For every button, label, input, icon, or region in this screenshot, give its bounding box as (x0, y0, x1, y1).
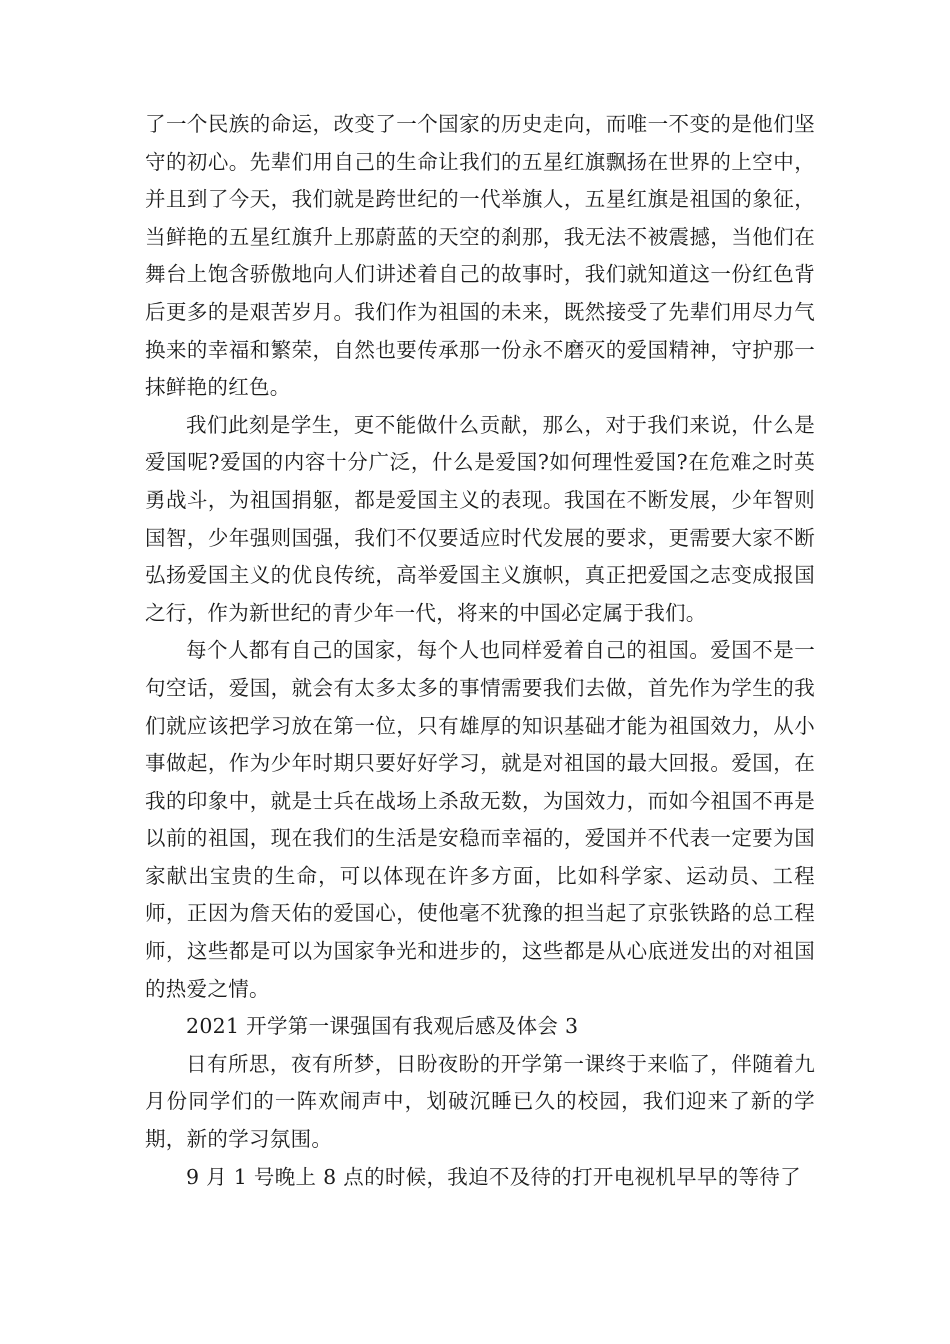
section-heading: 2021 开学第一课强国有我观后感及体会 3 (186, 1014, 579, 1039)
paragraph-2: 我们此刻是学生，更不能做什么贡献，那么，对于我们来说，什么是爱国呢?爱国的内容十分广泛，什么是爱国?如何理性爱国?在危难之时英勇战斗，为祖国捐躯，都是爱国主义的表现。我国在不断发展，少年智则国智，少年强则国强，我们不仅要适应时代发展的要求，更需要大家不断弘扬爱国主义的优良传统，高举爱国主义旗帜，真正把爱国之志变成报国之行，作为新世纪的青少年一代，将来的中国必定属于我们。 (145, 412, 815, 625)
paragraph-5: 9 月 1 号晚上 8 点的时候，我迫不及待的打开电视机早早的等待了 (186, 1164, 801, 1189)
document-body (145, 106, 815, 1196)
paragraph-1: 了一个民族的命运，改变了一个国家的历史走向，而唯一不变的是他们坚守的初心。先辈们用自己的生命让我们的五星红旗飘扬在世界的上空中，并且到了今天，我们就是跨世纪的一代举旗人，五星红旗是祖国的象征，当鲜艳的五星红旗升上那蔚蓝的天空的刹那，我无法不被震撼，当他们在舞台上饱含骄傲地向人们讲述着自己的故事时，我们就知道这一份红色背后更多的是艰苦岁月。我们作为祖国的未来，既然接受了先辈们用尽力气换来的幸福和繁荣，自然也要传承那一份永不磨灭的爱国精神，守护那一抹鲜艳的红色。 (145, 112, 815, 400)
paragraph-3: 每个人都有自己的国家，每个人也同样爱着自己的祖国。爱国不是一句空话，爱国，就会有太多太多的事情需要我们去做，首先作为学生的我们就应该把学习放在第一位，只有雄厚的知识基础才能为祖国效力，从小事做起，作为少年时期只要好好学习，就是对祖国的最大回报。爱国，在我的印象中，就是士兵在战场上杀敌无数，为国效力，而如今祖国不再是以前的祖国，现在我们的生活是安稳而幸福的，爱国并不代表一定要为国家献出宝贵的生命，可以体现在许多方面，比如科学家、运动员、工程师，正因为詹天佑的爱国心，使他毫不犹豫的担当起了京张铁路的总工程师，这些都是可以为国家争光和进步的，这些都是从心底迸发出的对祖国的热爱之情。 (145, 638, 815, 1001)
paragraph-4: 日有所思，夜有所梦，日盼夜盼的开学第一课终于来临了，伴随着九月份同学们的一阵欢闹声中，划破沉睡已久的校园，我们迎来了新的学期，新的学习氛围。 (145, 1051, 815, 1152)
